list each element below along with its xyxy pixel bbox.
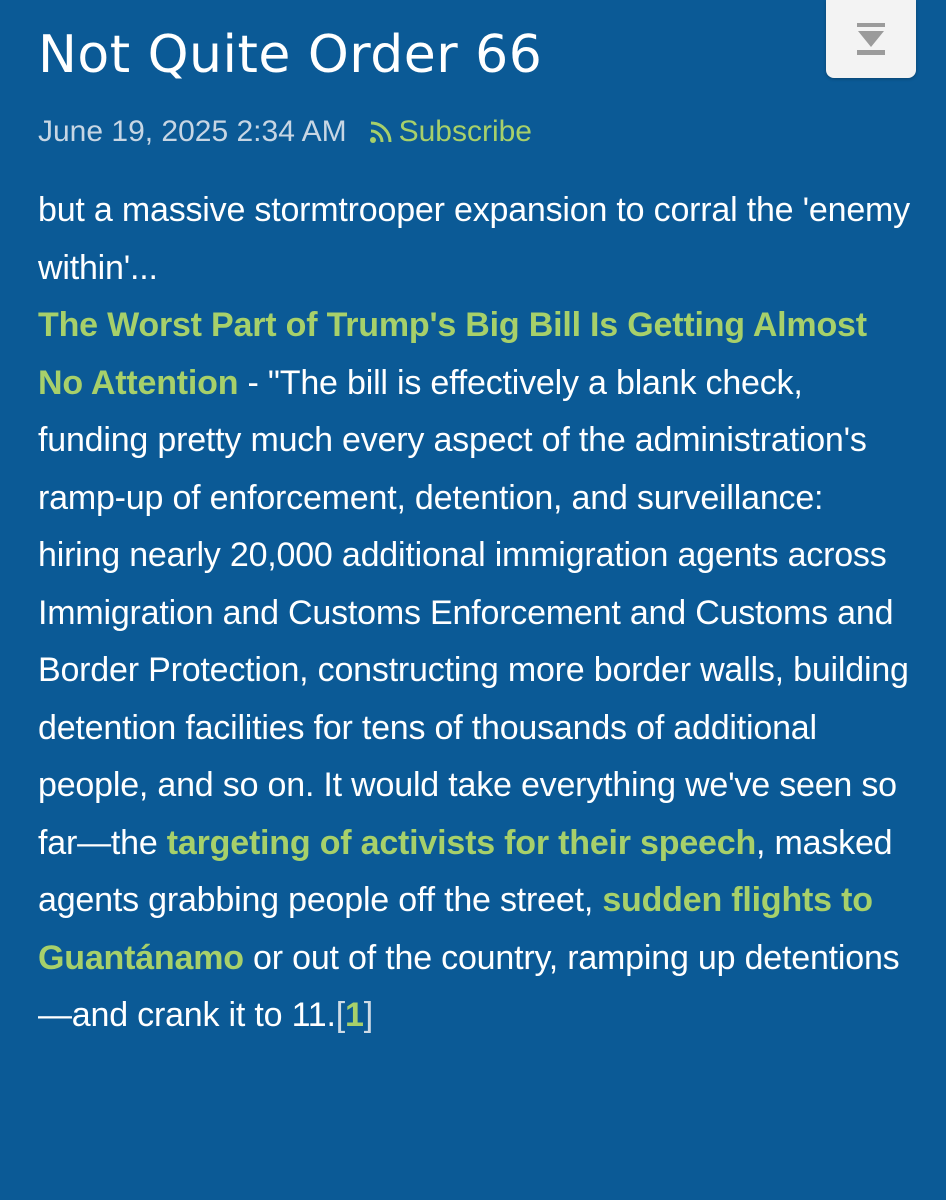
post-date: June 19, 2025 2:34 AM	[38, 115, 347, 148]
article-link-flights[interactable]: sudden flights to Guantánamo	[38, 881, 873, 977]
footnote-open-bracket: [	[335, 996, 346, 1034]
article-link-worst-part[interactable]: The Worst Part of Trump's Big Bill Is Getting Almost No Attention	[38, 306, 867, 402]
article-body	[38, 182, 910, 1045]
body-text-1: - "The bill is effectively a blank check, funding pretty much every aspect of the administration's ramp-up of enforcement, detention, and surveillance: hiring nearly 20,000 additional immigration agents across Immigration and Customs Enforcement and Customs and Border Protection, constructing more border walls, building detention facilities for tens of thousands of additional people, and so on. It would take everything we've seen so far—the	[38, 363, 909, 862]
intro-text: but a massive stormtrooper expansion to corral the 'enemy within'...	[38, 191, 910, 287]
subscribe-link[interactable]	[369, 110, 532, 154]
download-arrow-icon	[854, 21, 888, 57]
subscribe-label: Subscribe	[398, 115, 532, 148]
article-link-targeting[interactable]: targeting of activists for their speech	[166, 823, 757, 862]
rss-feed-icon	[369, 120, 393, 144]
body-text-3: or out of the country, ramping up detentions—and crank it to 11.	[38, 938, 900, 1034]
footnote-close-bracket: ]	[363, 996, 373, 1034]
footnote-link[interactable]: 1	[345, 996, 364, 1034]
download-button[interactable]	[826, 0, 916, 78]
body-text-2: , masked agents grabbing people off the street,	[38, 823, 893, 919]
page-title: Not Quite Order 66	[38, 25, 543, 85]
post-meta	[38, 110, 532, 154]
